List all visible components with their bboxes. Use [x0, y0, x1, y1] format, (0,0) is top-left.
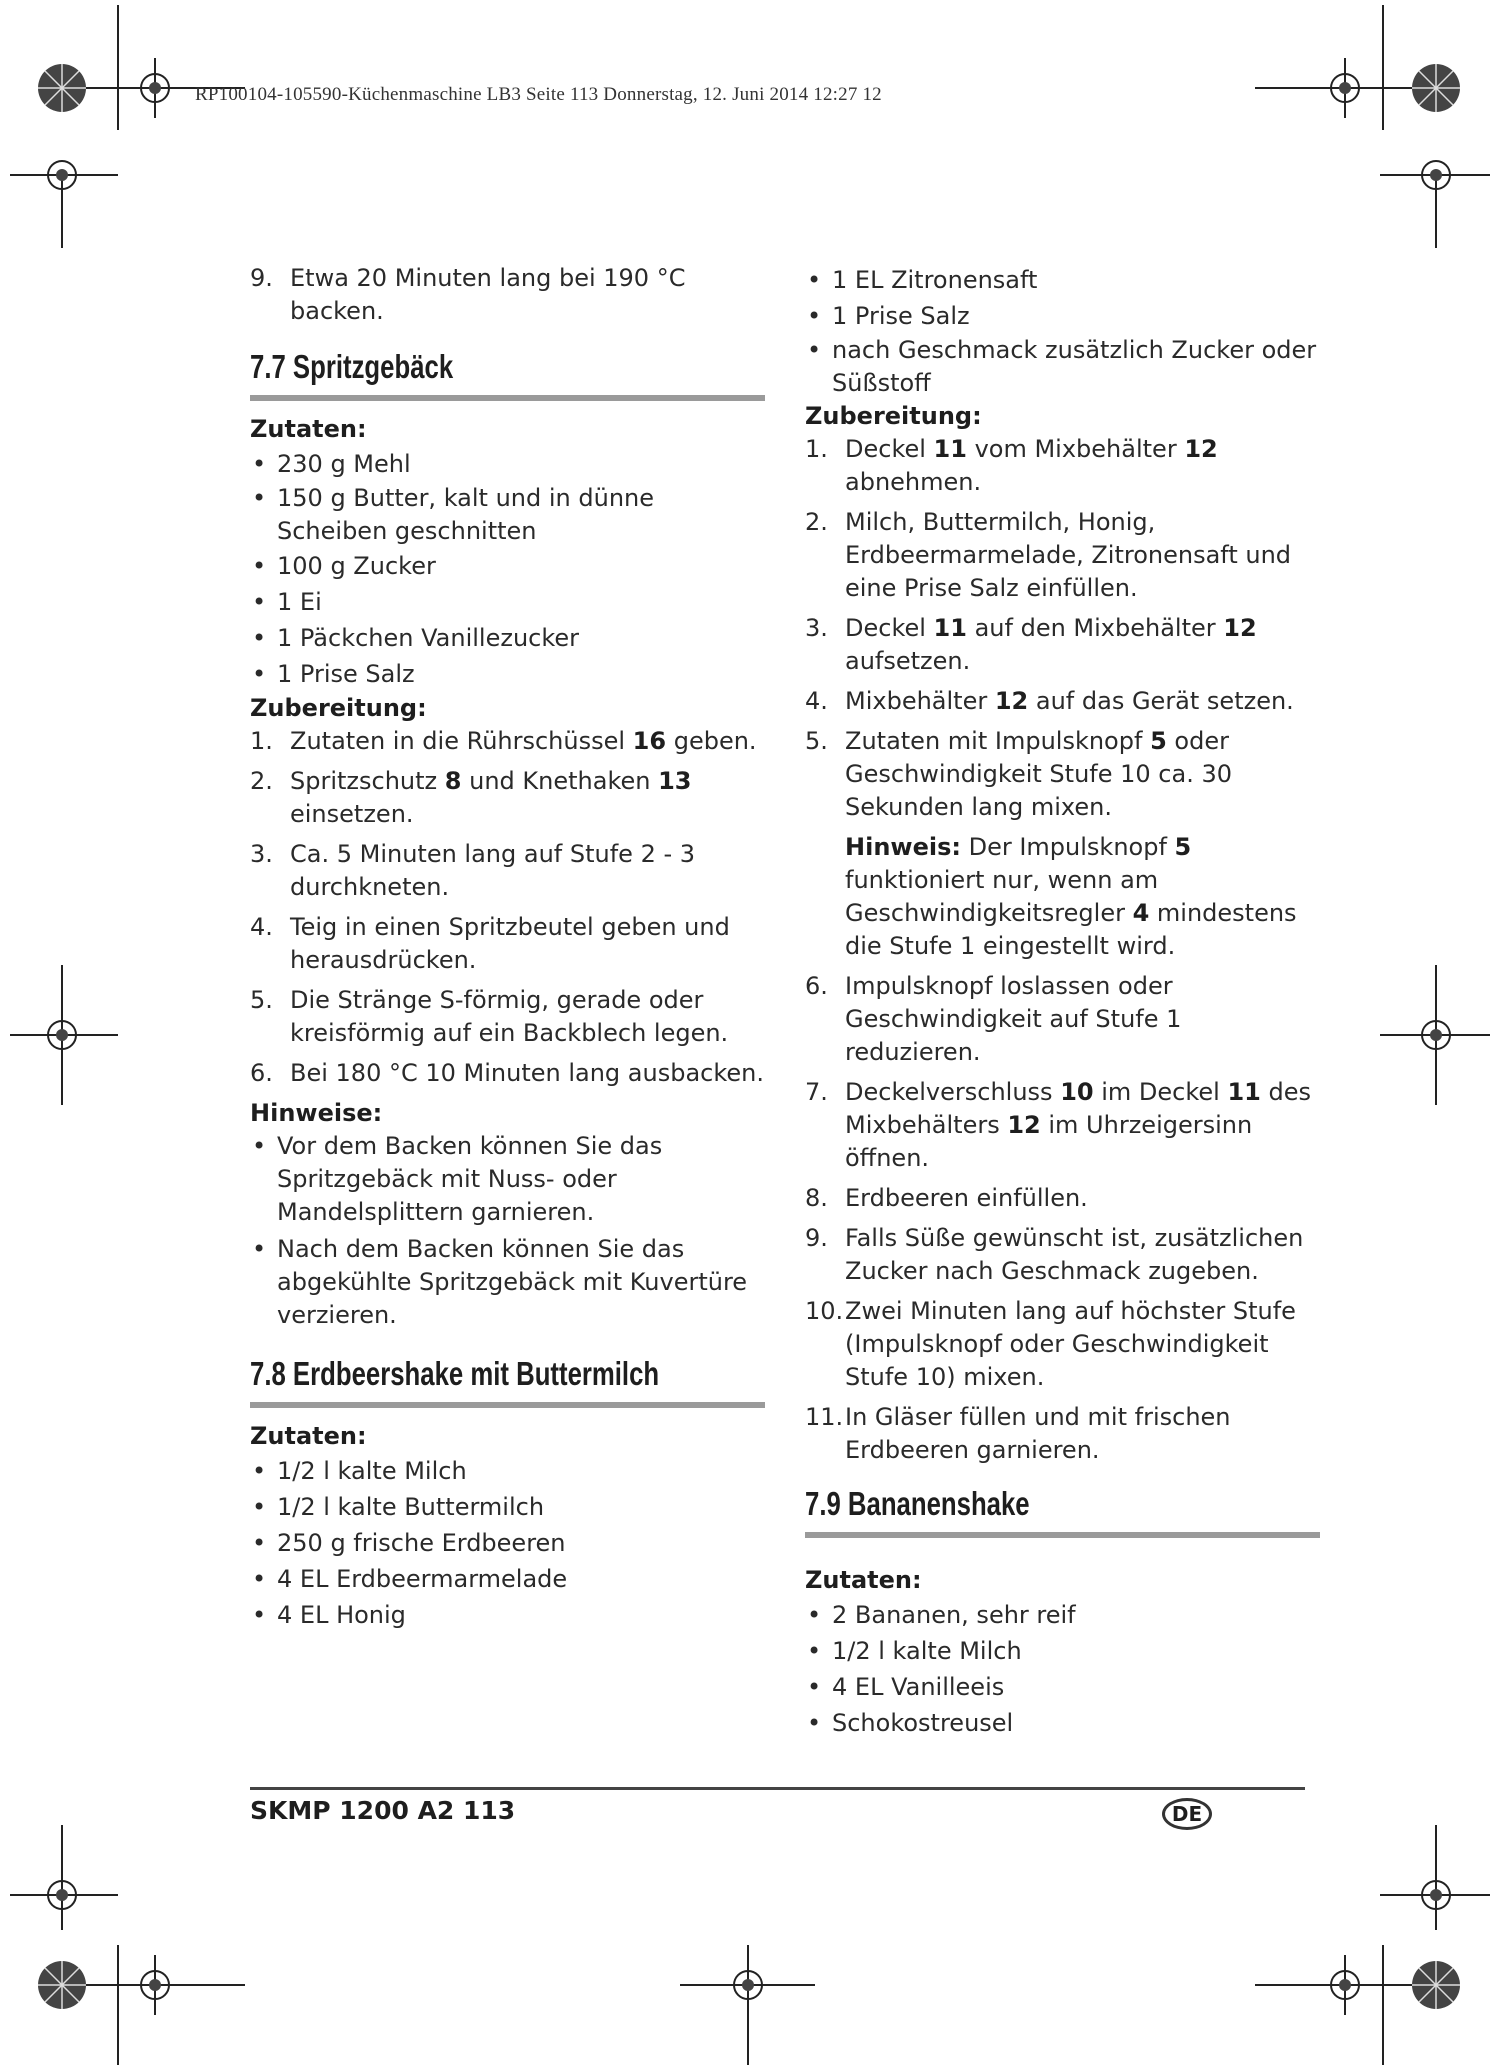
preparation-steps-continued: [805, 970, 1320, 1467]
list-item: 2. Spritzschutz 8 und Knethaken 13 einsetzen.: [250, 767, 692, 828]
language-badge: DE: [1162, 1798, 1212, 1830]
right-column: [805, 262, 1320, 1741]
list-item: • 150 g Butter, kalt und in dünne Scheiben geschnitten: [250, 482, 765, 548]
hints-list: [250, 1130, 765, 1332]
list-item: • 1 Prise Salz: [250, 656, 765, 692]
list-item: • 1 EL Zitronensaft: [805, 262, 1320, 298]
list-item: 9. Falls Süße gewünscht ist, zusätzlichen Zucker nach Geschmack zugeben.: [805, 1224, 1304, 1285]
left-column: [250, 262, 765, 1633]
intro-steps: [250, 262, 765, 328]
hints-heading: Hinweise:: [250, 1099, 383, 1127]
footer-rule: [250, 1787, 1305, 1790]
list-item: • 1/2 l kalte Milch: [805, 1633, 1320, 1669]
ingredients-heading: Zutaten:: [805, 1566, 922, 1594]
section-title-7-8: 7.8 Erdbeershake mit Buttermilch: [250, 1355, 660, 1392]
list-item: • 1/2 l kalte Buttermilch: [250, 1489, 765, 1525]
hint-note: Hinweis: Der Impulsknopf 5 funktioniert nur, wenn am Geschwindigkeitsregler 4 mindestens die Stufe 1 eingestellt wird.: [845, 833, 1297, 960]
list-item: • 4 EL Erdbeermarmelade: [250, 1561, 765, 1597]
list-item: • 4 EL Vanilleeis: [805, 1669, 1320, 1705]
ingredients-list-continued: [805, 262, 1320, 400]
preparation-heading: Zubereitung:: [805, 402, 982, 430]
list-item: 7. Deckelverschluss 10 im Deckel 11 des Mixbehälters 12 im Uhrzeigersinn öffnen.: [805, 1078, 1311, 1172]
preparation-steps: [805, 433, 1320, 824]
list-item: • 1 Päckchen Vanillezucker: [250, 620, 765, 656]
list-item: 9. Etwa 20 Minuten lang bei 190 °C backen.: [250, 264, 686, 325]
list-item: 2. Milch, Buttermilch, Honig, Erdbeermarmelade, Zitronensaft und eine Prise Salz einfüllen.: [805, 508, 1292, 602]
list-item: 4. Teig in einen Spritzbeutel geben und herausdrücken.: [250, 913, 730, 974]
list-item: 1. Zutaten in die Rührschüssel 16 geben.: [250, 727, 757, 755]
list-item: • 230 g Mehl: [250, 446, 765, 482]
list-item: 6. Bei 180 °C 10 Minuten lang ausbacken.: [250, 1059, 764, 1087]
list-item: 8. Erdbeeren einfüllen.: [805, 1184, 1088, 1212]
list-item: 6. Impulsknopf loslassen oder Geschwindigkeit auf Stufe 1 reduzieren.: [805, 972, 1182, 1066]
list-item: 4. Mixbehälter 12 auf das Gerät setzen.: [805, 687, 1294, 715]
list-item: 3. Deckel 11 auf den Mixbehälter 12 aufsetzen.: [805, 614, 1257, 675]
list-item: • 2 Bananen, sehr reif: [805, 1597, 1320, 1633]
section-title-7-7: 7.7 Spritzgebäck: [250, 348, 454, 385]
list-item: • Schokostreusel: [805, 1705, 1320, 1741]
list-item: • 100 g Zucker: [250, 548, 765, 584]
preparation-steps: [250, 725, 765, 1090]
list-item: 1. Deckel 11 vom Mixbehälter 12 abnehmen.: [805, 435, 1218, 496]
list-item: • 1 Prise Salz: [805, 298, 1320, 334]
list-item: 5. Die Stränge S-förmig, gerade oder kreisförmig auf ein Backblech legen.: [250, 986, 729, 1047]
ingredients-heading: Zutaten:: [250, 415, 367, 443]
list-item: 11. In Gläser füllen und mit frischen Erdbeeren garnieren.: [805, 1403, 1231, 1464]
list-item: 5. Zutaten mit Impulsknopf 5 oder Geschwindigkeit Stufe 10 ca. 30 Sekunden lang mixen.: [805, 727, 1232, 821]
ingredients-list: [805, 1597, 1320, 1741]
footer-model-page: SKMP 1200 A2 113: [250, 1796, 516, 1825]
print-slug-header: RP100104-105590-Küchenmaschine LB3 Seite 113 Donnerstag, 12. Juni 2014 12:27 12: [195, 84, 882, 105]
list-item: • 1 Ei: [250, 584, 765, 620]
list-item: 10. Zwei Minuten lang auf höchster Stufe (Impulsknopf oder Geschwindigkeit Stufe 10) mixen.: [805, 1297, 1296, 1391]
list-item: • Nach dem Backen können Sie das abgekühlte Spritzgebäck mit Kuvertüre verzieren.: [250, 1233, 765, 1332]
preparation-heading: Zubereitung:: [250, 694, 427, 722]
ingredients-list: [250, 446, 765, 692]
list-item: • 4 EL Honig: [250, 1597, 765, 1633]
list-item: • 250 g frische Erdbeeren: [250, 1525, 765, 1561]
ingredients-list: [250, 1453, 765, 1633]
section-title-7-9: 7.9 Bananenshake: [805, 1485, 1030, 1522]
list-item: • Vor dem Backen können Sie das Spritzgebäck mit Nuss- oder Mandelsplittern garnieren.: [250, 1130, 765, 1229]
list-item: • 1/2 l kalte Milch: [250, 1453, 765, 1489]
list-item: 3. Ca. 5 Minuten lang auf Stufe 2 - 3 durchkneten.: [250, 840, 696, 901]
ingredients-heading: Zutaten:: [250, 1422, 367, 1450]
list-item: • nach Geschmack zusätzlich Zucker oder Süßstoff: [805, 334, 1320, 400]
